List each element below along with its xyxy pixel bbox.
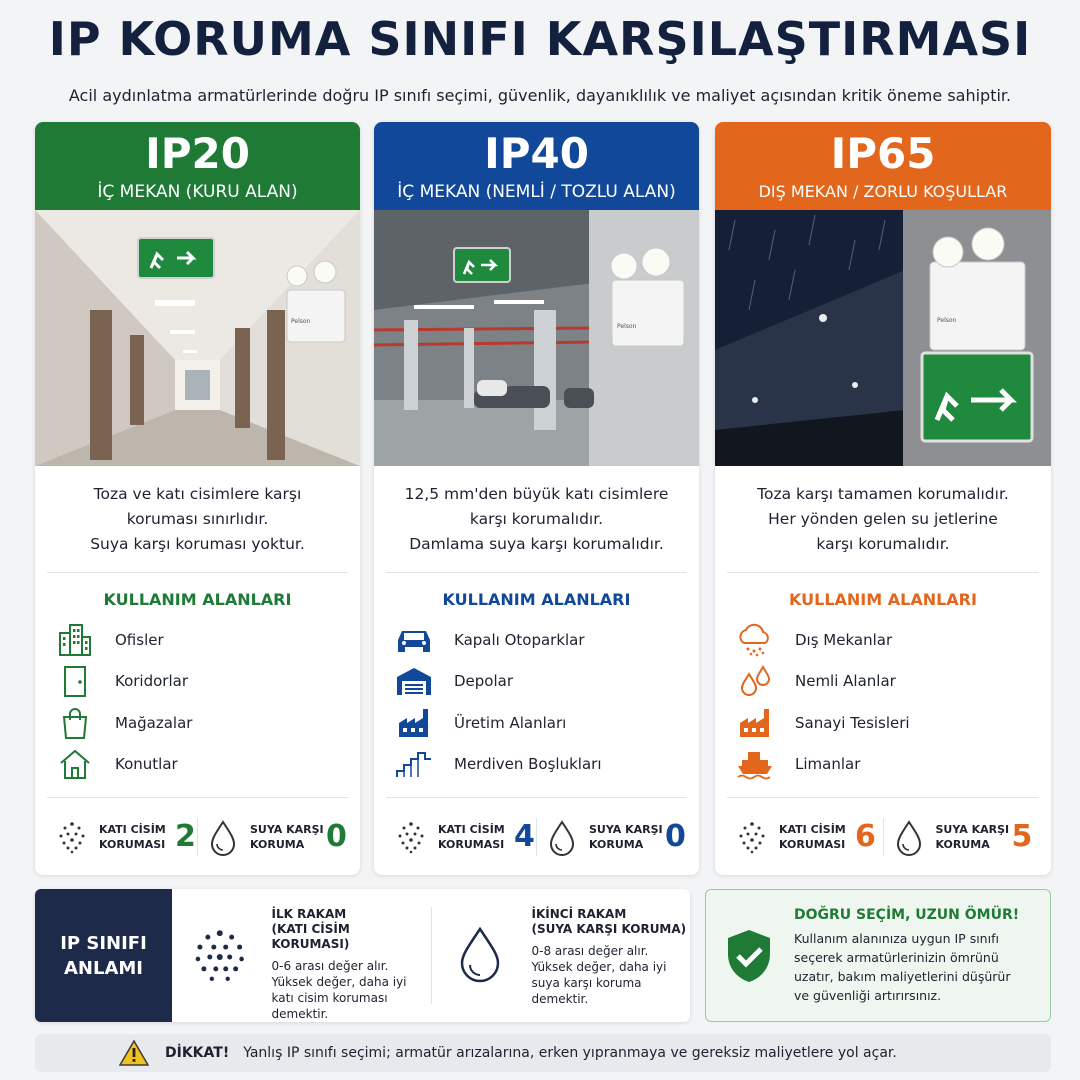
- corridor-photo: [35, 210, 360, 466]
- solid-protection-value: 2: [175, 819, 196, 854]
- ip40-usage-title: KULLANIM ALANLARI: [442, 590, 631, 609]
- list-item: Dış Mekanlar: [735, 619, 1051, 661]
- warning-text: Yanlış IP sınıfı seçimi; armatür arızalarına, erken yıpranmaya ve gereksiz maliyetlere yol açar.: [243, 1045, 897, 1061]
- ip20-usage-list: [55, 619, 360, 785]
- ip20-card-header: [35, 122, 360, 210]
- list-item: Nemli Alanlar: [735, 661, 1051, 703]
- ip65-description: Toza karşı tamamen korumalıdır. Her yönden gelen su jetlerine karşı korumalıdır.: [727, 466, 1039, 573]
- ship-icon: [735, 747, 775, 781]
- water-protection-value: 0: [665, 819, 686, 854]
- ip40-description: 12,5 mm'den büyük katı cisimlere karşı korumalıdır. Damlama suya karşı korumalıdır.: [386, 466, 687, 573]
- ip65-usage-list: [735, 619, 1051, 785]
- water-drop-icon: [892, 818, 926, 856]
- ip40-card-header: [374, 122, 699, 210]
- good-choice-title: DOĞRU SEÇİM, UZUN ÖMÜR!: [794, 906, 1020, 923]
- first-digit-explanation: İLK RAKAM (KATI CİSİM KORUMASI) 0-6 arası değer alır. Yüksek değer, daha iyi katı cisim koruması demektir.: [172, 889, 431, 1022]
- good-choice-text: Kullanım alanınıza uygun IP sınıfı seçerek armatürlerinizin ömrünü uzatır, bakım maliyetlerini düşürür ve güvenliği artırırsınız.: [794, 930, 1011, 1003]
- door-icon: [55, 664, 95, 698]
- list-item: Kapalı Otoparklar: [394, 619, 699, 661]
- factory-icon: [394, 706, 434, 740]
- water-protection-rating: SUYA KARŞI KORUMA 0: [197, 818, 348, 856]
- dust-particles-icon: [394, 818, 428, 856]
- water-protection-value: 0: [326, 819, 347, 854]
- shopping-bag-icon: [55, 706, 95, 740]
- list-item: Limanlar: [735, 744, 1051, 786]
- ip40-usage-list: [394, 619, 699, 785]
- page-subtitle: Acil aydınlatma armatürlerinde doğru IP sınıfı seçimi, güvenlik, dayanıklılık ve maliyet açısından kritik öneme sahiptir.: [68, 86, 1012, 105]
- ip-meaning-panel: [35, 889, 690, 1022]
- list-item: Koridorlar: [55, 661, 360, 703]
- water-protection-value: 5: [1011, 819, 1033, 854]
- warning-banner: [35, 1034, 1051, 1072]
- ip20-ratings: [47, 797, 348, 875]
- page-title: IP KORUMA SINIFI KARŞILAŞTIRMASI: [48, 12, 1032, 66]
- second-digit-explanation: İKİNCİ RAKAM (SUYA KARŞI KORUMA) 0-8 arası değer alır. Yüksek değer, daha iyi suya karşı koruma demektir.: [431, 907, 691, 1004]
- list-item: Konutlar: [55, 744, 360, 786]
- svg-text:Pelson: Pelson: [937, 317, 957, 324]
- parking-garage-photo: [374, 210, 699, 466]
- warehouse-icon: [394, 664, 434, 698]
- car-icon: [394, 623, 434, 657]
- ip40-environment: İÇ MEKAN (NEMLİ / TOZLU ALAN): [397, 182, 676, 202]
- ip20-description: Toza ve katı cisimlere karşı koruması sınırlıdır. Suya karşı koruması yoktur.: [47, 466, 348, 573]
- ip65-usage-title: KULLANIM ALANLARI: [789, 590, 977, 609]
- water-protection-rating: SUYA KARŞI KORUMA 0: [536, 818, 687, 856]
- list-item: Mağazalar: [55, 702, 360, 744]
- ip65-code: IP65: [830, 129, 936, 178]
- stairs-icon: [394, 747, 434, 781]
- ip-meaning-label: IP SINIFI ANLAMI: [35, 889, 172, 1022]
- water-drop-icon: [206, 818, 240, 856]
- dust-particles-icon: [190, 925, 250, 985]
- ip20-usage-title: KULLANIM ALANLARI: [103, 590, 292, 609]
- solid-protection-value: 6: [855, 819, 876, 854]
- water-drop-icon: [545, 818, 579, 856]
- solid-protection-value: 4: [514, 819, 535, 854]
- ip65-card: [715, 122, 1051, 875]
- ip20-code: IP20: [145, 129, 250, 178]
- water-protection-rating: SUYA KARŞI KORUMA 5: [883, 818, 1040, 856]
- rain-cloud-icon: [735, 623, 775, 657]
- solid-protection-rating: KATI CİSİM KORUMASI 2: [47, 818, 197, 856]
- ip65-ratings: [727, 797, 1039, 875]
- water-drops-icon: [735, 664, 775, 698]
- warning-triangle-icon: [119, 1039, 149, 1067]
- ip20-environment: İÇ MEKAN (KURU ALAN): [97, 182, 298, 202]
- water-drop-icon: [450, 925, 510, 985]
- solid-protection-rating: KATI CİSİM KORUMASI 4: [386, 818, 536, 856]
- solid-protection-rating: KATI CİSİM KORUMASI 6: [727, 818, 883, 856]
- ip65-environment: DIŞ MEKAN / ZORLU KOŞULLAR: [758, 182, 1008, 201]
- list-item: Sanayi Tesisleri: [735, 702, 1051, 744]
- list-item: Ofisler: [55, 619, 360, 661]
- svg-text:Pelson: Pelson: [617, 323, 637, 330]
- house-icon: [55, 747, 95, 781]
- list-item: Üretim Alanları: [394, 702, 699, 744]
- good-choice-panel: [705, 889, 1051, 1022]
- ip20-card: [35, 122, 360, 875]
- list-item: Depolar: [394, 661, 699, 703]
- office-building-icon: [55, 623, 95, 657]
- ip40-code: IP40: [484, 129, 589, 178]
- ip40-card: [374, 122, 699, 875]
- ip40-ratings: [386, 797, 687, 875]
- svg-text:Pelson: Pelson: [291, 318, 311, 325]
- dust-particles-icon: [55, 818, 89, 856]
- factory-icon: [735, 706, 775, 740]
- rainy-exterior-photo: [715, 210, 1051, 466]
- dust-particles-icon: [735, 818, 769, 856]
- list-item: Merdiven Boşlukları: [394, 744, 699, 786]
- warning-label: DİKKAT!: [165, 1045, 230, 1061]
- ip65-card-header: [715, 122, 1051, 210]
- shield-check-icon: [724, 928, 774, 984]
